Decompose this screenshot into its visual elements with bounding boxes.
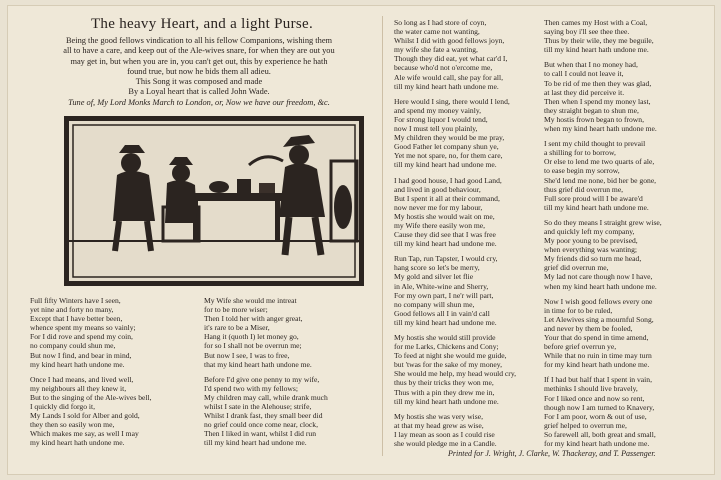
verse-line: hang score so let's be merry, — [394, 263, 480, 273]
verse-line: Whilst I did with good fellows joyn, — [394, 36, 505, 46]
verse-line: My hostis she would still provide — [394, 333, 496, 342]
verse-line: Thus by their wile, they me beguile, — [544, 36, 654, 46]
column-divider — [382, 16, 383, 456]
broadside-sheet — [8, 6, 714, 474]
verse-line: saying boy i'll see thee thee. — [544, 27, 630, 37]
verse-line: My hostis frown began to frown, — [544, 114, 644, 124]
verse-line: when everything was wanting; — [544, 245, 638, 255]
stanza — [394, 176, 544, 249]
verse-line: If I had but half that I spent in vain, — [544, 375, 652, 385]
verse-line: till my kind heart hath undone me. — [394, 81, 499, 91]
verse-line: methinks I should live bravely, — [544, 384, 638, 394]
verse-line: whilst I sate in the Alehouse; strife, — [204, 402, 312, 412]
verse-line: Yet me not spare, no, for them care, — [394, 151, 503, 161]
verse-line: Ale wife would call, she pay for all, — [394, 72, 504, 82]
verse-column-4 — [544, 18, 706, 454]
tune-line: Tune of, My Lord Monks March to London, or, Now we have our freedom, &c. — [68, 97, 330, 107]
verse-line: My lad not care though now I have, — [544, 272, 653, 282]
verse-line: thus by their tricks they won me, — [394, 378, 494, 388]
verse-line: whence spent my means so vainly; — [30, 323, 136, 333]
verse-line: Good Father let company shun ye, — [394, 142, 499, 152]
verse-line: So do they means I straight grew wise, — [544, 217, 662, 227]
verse-line: my kind heart hath undone me. — [30, 359, 125, 369]
verse-line: Then when I spend my money last, — [544, 96, 651, 106]
verse-line: For I liked once and now so rent, — [544, 393, 645, 403]
verse-line: to call I could not leave it, — [544, 69, 624, 79]
verse-line: But I spent it all at their command, — [394, 193, 500, 203]
printer-imprint: Printed for J. Wright, J. Clarke, W. Thackeray, and T. Passenger. — [448, 449, 656, 458]
verse-line: a shilling for to borrow, — [544, 148, 616, 158]
intro-line: This Song it was composed and made — [135, 77, 263, 87]
verse-line: and quickly left my company, — [544, 226, 635, 236]
verse-line: Which makes me say, as well I may — [30, 429, 139, 439]
verse-line: my Wife there easily won me, — [394, 220, 486, 230]
verse-line: till my kind heart hath undone me. — [394, 396, 499, 406]
stanza — [204, 296, 374, 369]
verse-line: thus grief did overrun me, — [544, 184, 624, 194]
verse-line: and spend my money vainly, — [394, 105, 482, 115]
intro-line: By a Loyal heart that is called John Wade. — [128, 87, 270, 97]
ballad-title: The heavy Heart, and a light Purse. — [90, 16, 314, 32]
verse-line: no company will shun me, — [394, 299, 475, 309]
verse-line: till my kind heart hath undone me. — [544, 45, 649, 55]
verse-line: Run Tap, run Tapster, I would cry, — [394, 254, 498, 264]
verse-line: and never by them be fooled, — [544, 323, 633, 333]
verse-line: till my kind heart had undone me. — [394, 317, 497, 327]
verse-column-3 — [394, 18, 544, 454]
verse-line: I lay mean as soon as I could rise — [394, 429, 495, 439]
verse-line: Your that do spend in time amend, — [544, 333, 649, 342]
verse-line: For I am poor, worn & out of use, — [544, 411, 647, 421]
stanza — [544, 375, 706, 448]
verse-line: Hang it (quoth I) let money go, — [204, 332, 299, 342]
verse-line: but 'twas for the sake of my money, — [394, 360, 503, 370]
verse-line: She'd lend me none, bid her be gone, — [544, 175, 657, 185]
verse-line: they straight began to shun me, — [544, 105, 639, 115]
verse-line: no grief could once come near, clock, — [204, 420, 318, 430]
verse-line: My gold and silver let flie — [394, 272, 474, 282]
verse-line: my neighbours all they knew it, — [30, 383, 127, 393]
verse-line: Full fifty Winters have I seen, — [30, 296, 121, 305]
tavern-woodcut-image — [64, 116, 364, 286]
verse-line: My hostis she was very wise, — [394, 411, 484, 421]
verse-line: grief helped to overrun me, — [544, 420, 627, 430]
verse-line: Before I'd give one penny to my wife, — [204, 374, 320, 384]
verse-line: Whilst I drank fast, they small beer did — [204, 411, 323, 421]
verse-column-1 — [30, 296, 195, 454]
verse-line: My poor young to be prevised, — [544, 236, 638, 246]
verse-line: Though they did eat, yet what car'd I, — [394, 54, 508, 64]
stanza — [394, 97, 544, 170]
verse-line: So long as I had store of coyn, — [394, 18, 487, 27]
verse-line: in Ale, White-wine and Sherry, — [394, 281, 489, 291]
verse-line: at last they did perceive it. — [544, 87, 625, 97]
verse-line: it's rare to be a Miser, — [204, 323, 270, 333]
stanza — [204, 375, 374, 448]
verse-column-2 — [204, 296, 374, 454]
verse-line: in time for to be ruled, — [544, 305, 613, 315]
verse-line: till my kind heart had undone me. — [204, 438, 307, 448]
verse-line: my kind heart hath undone me. — [30, 438, 125, 448]
verse-line: to ease begin my sorrow, — [544, 166, 620, 176]
verse-line: for to be more wiser; — [204, 305, 268, 315]
intro-line: Being the good fellows vindication to all his fellow Companions, wishing them — [65, 36, 333, 45]
verse-line: when my kind heart hath undone me. — [544, 281, 657, 291]
verse-line: till my kind heart hath undone me. — [544, 202, 649, 212]
verse-line: But now I find, and bear in mind, — [30, 350, 132, 360]
verse-line: now I must tell you plainly, — [394, 124, 478, 134]
verse-line: though now I am turned to Knavery, — [544, 402, 655, 412]
stanza — [544, 60, 706, 133]
verse-line: Thus with a pin they drew me in, — [394, 387, 495, 397]
verse-line: Then cames my Host with a Coal, — [544, 18, 648, 27]
stanza — [544, 139, 706, 212]
verse-line: now never me for my labour, — [394, 202, 483, 212]
verse-line: at that my head grew as wise, — [394, 420, 484, 430]
verse-line: for my kind heart hath undone me. — [544, 360, 650, 370]
stanza — [30, 296, 195, 369]
stanza — [544, 218, 706, 291]
verse-line: when my kind heart hath undone me. — [544, 124, 657, 134]
verse-line: before grief overrun ye, — [544, 342, 617, 352]
intro-line: may get in, but when you are in, you can't get out, this by experience he hath — [70, 56, 328, 66]
stanza — [394, 254, 544, 327]
verse-line: My hostis she would wait on me, — [394, 211, 495, 221]
verse-line: Good fellows all I in vain'd call — [394, 308, 490, 318]
verse-line: My children may call, while drank much — [204, 392, 328, 402]
verse-line: she would pledge me in a Candle. — [394, 439, 497, 449]
verse-line: But to the singing of the Ale-wives bell, — [30, 392, 152, 402]
verse-line: Here would I sing, there would I lend, — [394, 96, 510, 106]
verse-line: To feed at night she would me guide, — [394, 351, 507, 361]
ballad-intro — [26, 36, 372, 108]
intro-line: all to have a care, and keep out of the Ale-wives snare, for when they are out you — [63, 46, 335, 56]
verse-line: I'd spend two with my fellows; — [204, 383, 298, 393]
verse-line: and lived in good behaviour, — [394, 184, 481, 194]
stanza — [394, 412, 544, 448]
stanza — [394, 333, 544, 406]
stanza — [394, 18, 544, 91]
stanza — [30, 375, 195, 448]
verse-line: For my own part, I ne'r will part, — [394, 290, 494, 300]
verse-line: My children they would be me pray, — [394, 133, 505, 143]
verse-line: that my kind heart hath undone me. — [204, 359, 312, 369]
verse-line: My Wife she would me intreat — [204, 296, 297, 305]
verse-line: To be rid of me then they was glad, — [544, 78, 652, 88]
verse-line: But when that I no money had, — [544, 60, 638, 70]
verse-line: for so I shall not be overrun me; — [204, 341, 302, 351]
verse-line: Except that I have better been, — [30, 314, 123, 324]
verse-line: the water came not wanting, — [394, 27, 480, 37]
verse-line: For I did rove and spend my coin, — [30, 332, 133, 342]
stanza — [544, 297, 706, 370]
verse-line: Cause they did see that I was free — [394, 230, 496, 240]
verse-line: they then so easily won me, — [30, 420, 115, 430]
verse-line: While that no ruin in time may turn — [544, 351, 652, 361]
verse-line: for me Larks, Chickens and Cony; — [394, 342, 499, 352]
verse-line: for my kind heart hath undone me. — [544, 439, 650, 449]
verse-line: Or else to lend me two quarts of ale, — [544, 157, 655, 167]
verse-line: my wife she fate a wanting, — [394, 45, 478, 55]
verse-line: Full sore proud will I be aware'd — [544, 193, 643, 203]
verse-line: I had good house, I had good Land, — [394, 175, 502, 185]
verse-line: because who'd not o'ercome me, — [394, 63, 493, 73]
verse-line: I quickly did forgo it, — [30, 402, 96, 412]
verse-line: I sent my child thought to prevail — [544, 139, 646, 149]
verse-line: My friends did so turn me head, — [544, 254, 642, 264]
verse-line: Let Alewives sing a mournful Song, — [544, 314, 654, 324]
verse-line: till my kind heart had undone me. — [394, 239, 497, 249]
verse-line: Once I had means, and lived well, — [30, 374, 134, 384]
verse-line: till my kind heart had undone me. — [394, 160, 497, 170]
verse-line: yet nine and forty no many, — [30, 305, 114, 315]
verse-line: Then I liked in want, whilst I did run — [204, 429, 316, 439]
verse-line: My Lands I sold for Alber and gold, — [30, 411, 140, 421]
verse-line: But now I see, I was to free, — [204, 350, 290, 360]
stanza — [544, 18, 706, 54]
verse-line: So farewell all, both great and small, — [544, 429, 656, 439]
verse-line: She would me help, my head would cry, — [394, 369, 517, 379]
verse-line: For strong liquor I would tend, — [394, 114, 488, 124]
verse-line: Now I wish good fellows every one — [544, 296, 653, 306]
verse-line: grief did overrun me, — [544, 263, 609, 273]
intro-line: found true, but now he bids them all adieu. — [127, 66, 271, 76]
verse-line: no company could shun me, — [30, 341, 116, 351]
verse-line: Then I told her with anger great, — [204, 314, 303, 324]
